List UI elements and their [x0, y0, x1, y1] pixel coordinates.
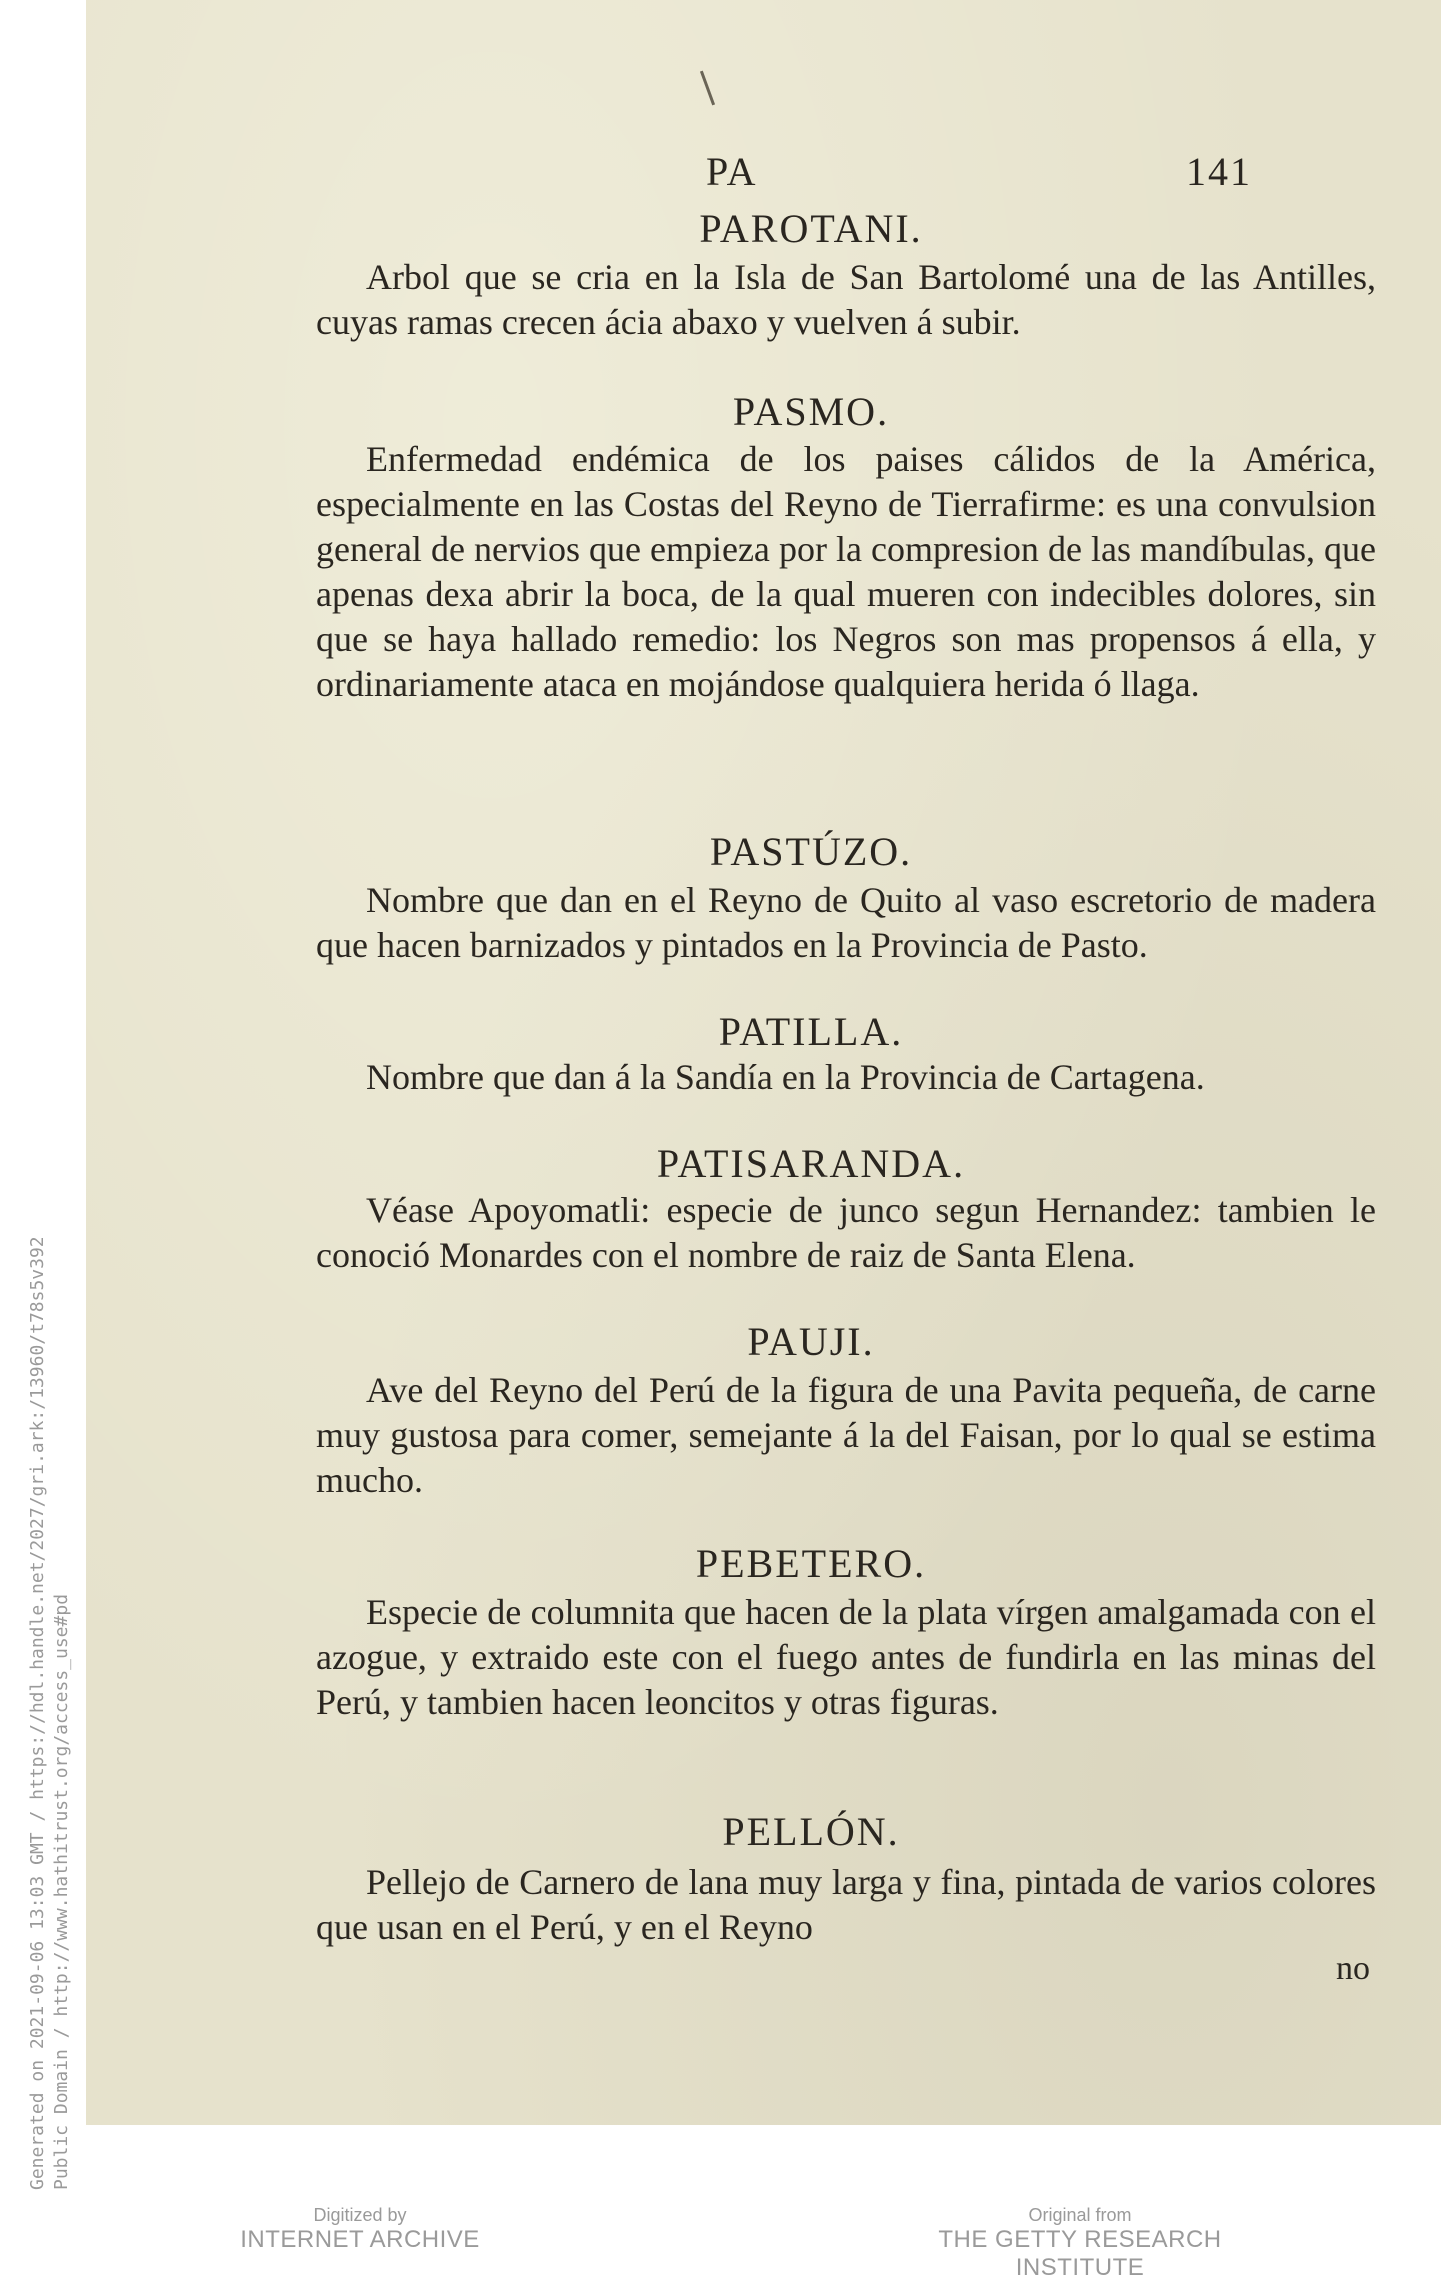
internet-archive-label: INTERNET ARCHIVE: [240, 2226, 480, 2253]
headword: PASMO.: [732, 389, 890, 434]
page-number: 141: [1186, 149, 1252, 194]
original-from-label: Original from: [1028, 2205, 1132, 2225]
entry-text: Nombre que dan en el Reyno de Quito al vaso escretorio de madera que hacen barnizados y pintados en la Provincia de Pasto.: [316, 880, 1376, 965]
watermark-line-1: Generated on 2021-09-06 13:03 GMT / https://hdl.handle.net/2027/gri.ark:/13960/t78s5v392: [27, 1236, 48, 2190]
headword: PAROTANI.: [699, 206, 923, 251]
headword: PAUJI.: [747, 1319, 875, 1364]
book-page: [86, 0, 1441, 2125]
original-from: [880, 2205, 1280, 2282]
headword: PASTÚZO.: [709, 829, 913, 874]
digitized-by-label: Digitized by: [313, 2205, 407, 2225]
headword: PELLÓN.: [722, 1809, 900, 1854]
entry-text: Arbol que se cria en la Isla de San Bartolomé una de las Antilles, cuyas ramas crecen ácia abaxo y vuelven á subir.: [316, 257, 1376, 342]
headword: PEBETERO.: [695, 1541, 927, 1586]
entry-text: Especie de columnita que hacen de la plata vírgen amalgamada con el azogue, y extraido este con el fuego antes de fundirla en las minas del Perú, y tambien hacen leoncitos y otras figuras.: [316, 1592, 1376, 1722]
ink-mark: [700, 71, 715, 106]
catchword: no: [1336, 1950, 1370, 1987]
entry-text: Ave del Reyno del Perú de la figura de una Pavita pequeña, de carne muy gustosa para comer, semejante á la del Faisan, por lo qual se estima mucho.: [316, 1370, 1376, 1500]
headword: PATISARANDA.: [656, 1141, 966, 1186]
entry-text: Pellejo de Carnero de lana muy larga y fina, pintada de varios colores que usan en el Perú, y en el Reyno: [316, 1862, 1376, 1947]
entry-text: Véase Apoyomatli: especie de junco segun Hernandez: tambien le conoció Monardes con el nombre de raiz de Santa Elena.: [316, 1190, 1376, 1275]
watermark-line-2: Public Domain / http://www.hathitrust.org/access_use#pd: [51, 1593, 72, 2190]
entry-text: Nombre que dan á la Sandía en la Provincia de Cartagena.: [366, 1057, 1205, 1097]
entry-text: Enfermedad endémica de los paises cálidos de la América, especialmente en las Costas del Reyno de Tierrafirme: es una convulsion general de nervios que empieza por la compresion de las mandíbulas, que apenas dexa abrir la boca, de la qual mueren con indecibles dolores, sin que se haya hallado remedio: los Negros son mas propensos á ella, y ordinariamente ataca en mojándose qualquiera herida ó llaga.: [316, 439, 1376, 704]
digitized-by: [230, 2205, 490, 2254]
headword: PATILLA.: [718, 1009, 904, 1054]
running-head: PA: [706, 149, 758, 194]
getty-label: THE GETTY RESEARCH INSTITUTE: [938, 2226, 1222, 2281]
hathitrust-watermark: [26, 1236, 74, 2190]
